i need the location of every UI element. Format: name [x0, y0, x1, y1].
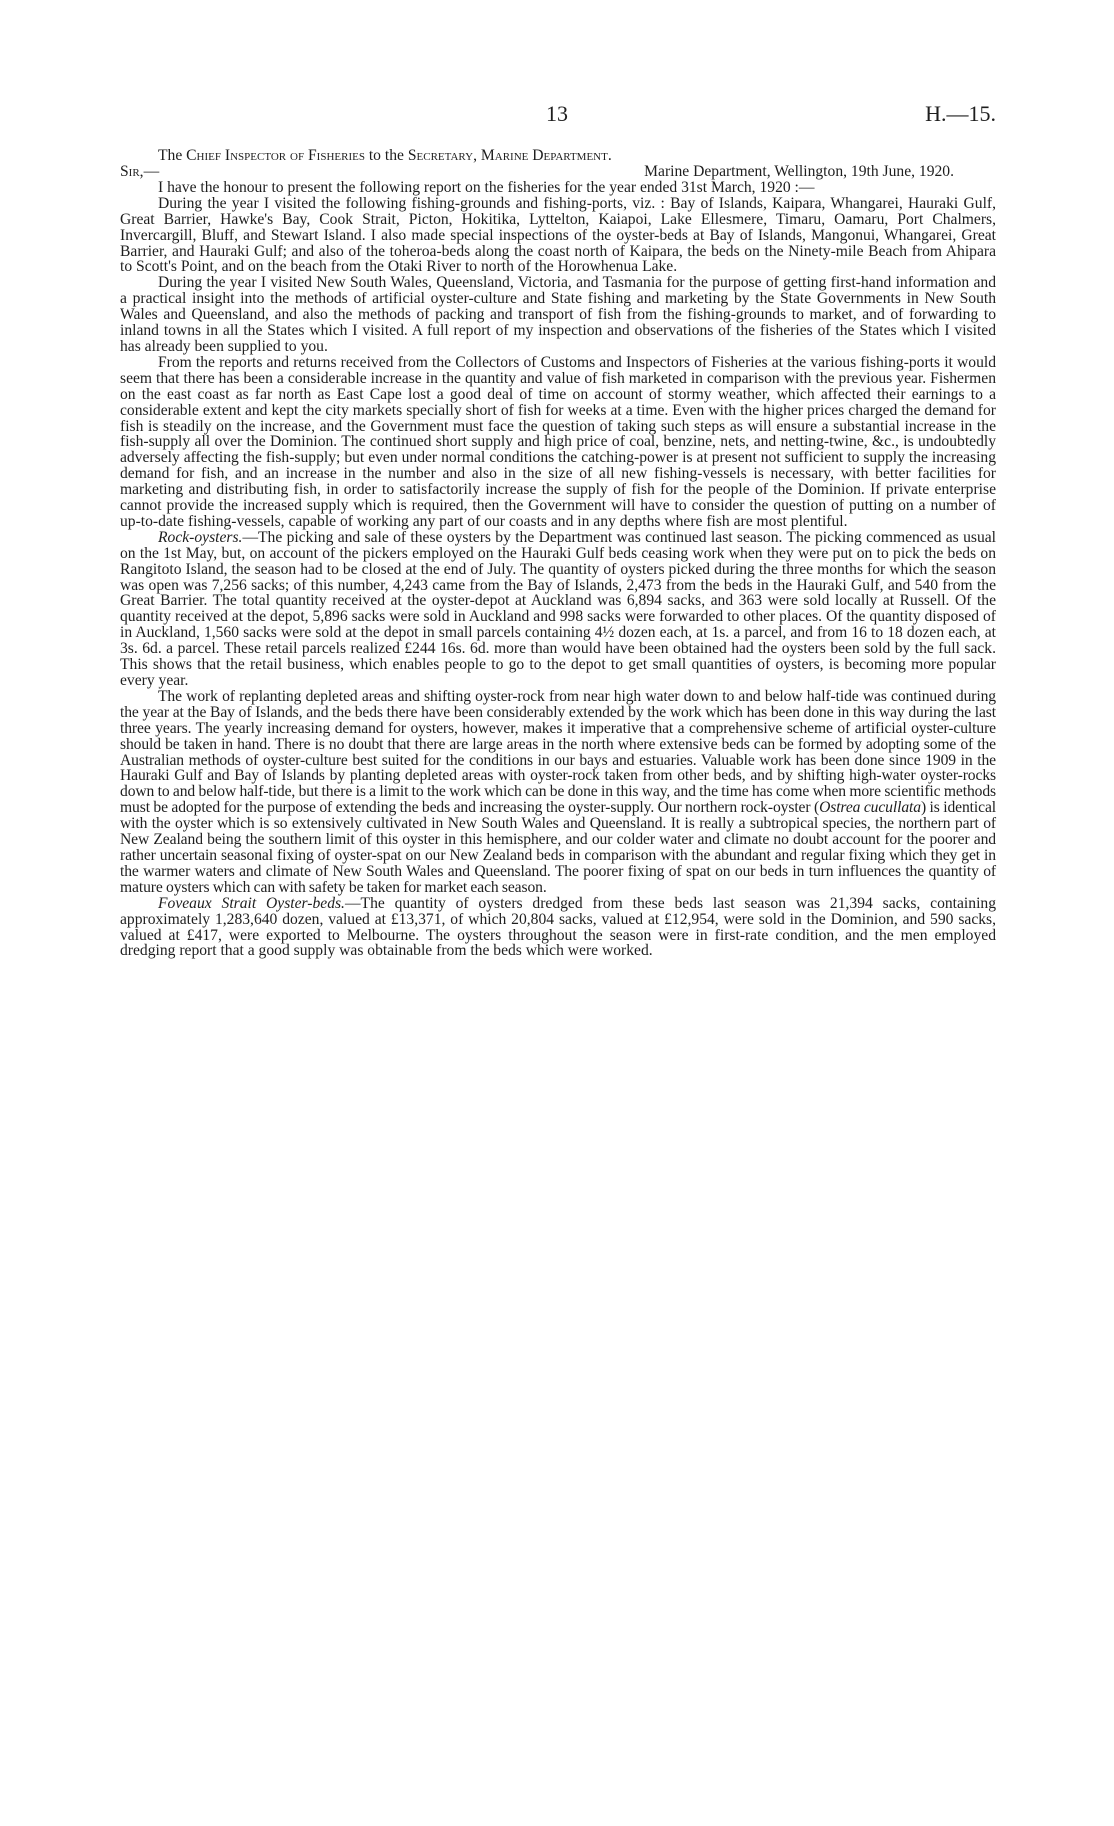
replanting-text: The work of replanting depleted areas and shifting oyster-rock from near high water down to and below half-tide was continued during the year at the Bay of Islands, and the beds there have been considerably extended by the work which has been done in this way during the last three years. The yearly increasing demand for oysters, however, makes it imperative that a comprehensive scheme of artificial oyster-culture should be taken in hand. There is no doubt that there are large areas in the north where extensive beds can be formed by adopting some of the Australian methods of oyster-culture best suited for the conditions in our bays and estuaries. Valuable work has been done since 1909 in the Hauraki Gulf and Bay of Islands by planting depleted areas with oyster-rock taken from other beds, and by shifting high-water oyster-rocks down to and below half-tide, but there is a limit to the work which can be done in this way, and the time has come when more scientific methods must be adopted for the purpose of extending the beds and increasing the oyster-supply. Our northern rock-oyster ( [120, 687, 996, 817]
rock-oysters-heading: Rock-oysters. [158, 528, 243, 546]
rock-oysters-text: —The picking and sale of these oysters by the Department was continued last season. The picking commenced as usual on the 1st May, but, on account of the pickers employed on the Hauraki Gulf beds ceasing work when they were put on to pick the beds on Rangitoto Island, the season had to be closed at the end of July. The quantity of oysters picked during the three months for which the season was open was 7,256 sacks; of this number, 4,243 came from the Bay of Islands, 2,473 from the beds in the Hauraki Gulf, and 540 from the Great Barrier. The total quantity received at the oyster-depot at Auckland was 6,894 sacks, and 363 were sold locally at Russell. Of the quantity received at the depot, 5,896 sacks were sold in Auckland and 998 sacks were forwarded to other places. Of the quantity disposed of in Auckland, 1,560 sacks were sold at the depot in small parcels containing 4½ dozen each, at 1s. a parcel, and from 16 to 18 dozen each, at 3s. 6d. a parcel. These retail parcels realized £244 16s. 6d. more than would have been obtained had the oysters been sold by the full sack. This shows that the retail business, which enables people to go to the depot to get small quantities of oysters, is becoming more popular every year. [120, 528, 996, 689]
foveaux-heading: Foveaux Strait Oyster-beds. [158, 894, 345, 912]
report-body [120, 148, 996, 959]
foveaux-text: —The quantity of oysters dredged from these beds last season was 21,394 sacks, containing approximately 1,283,640 dozen, valued at £13,371, of which 20,804 sacks, valued at £12,954, were sold in the Dominion, and 590 sacks, valued at £417, were exported to Melbourne. The oysters throughout the season were in first-rate condition, and the men employed dredging report that a good supply was obtainable from the beds which were worked. [120, 894, 996, 960]
paragraph-foveaux [120, 896, 996, 960]
heading-from: Chief Inspector of Fisheries [186, 147, 365, 164]
heading-prefix: The [158, 147, 187, 164]
paragraph-replanting [120, 689, 996, 896]
letter-heading [120, 148, 996, 164]
document-code: H.—15. [925, 101, 996, 126]
heading-to-word: to the [364, 147, 408, 164]
salutation-row [120, 164, 996, 180]
heading-to: Secretary, Marine Department. [407, 147, 612, 164]
paragraph-rock-oysters [120, 530, 996, 689]
paragraph-visits-australia: During the year I visited New South Wales, Queensland, Victoria, and Tasmania for the purpose of getting first-hand information and a practical insight into the methods of artificial oyster-culture and State fishing and marketing by the State Governments in New South Wales and Queensland, and also the methods of packing and transport of fish from the fishing-grounds to market, and of forwarding to inland towns in all the States which I visited. A full report of my inspection and observations of the fisheries of the States which I visited has already been supplied to you. [120, 274, 996, 355]
page-number: 13 [546, 101, 568, 126]
paragraph-visits-nz: During the year I visited the following fishing-grounds and fishing-ports, viz. : Bay of Islands, Kaipara, Whangarei, Hauraki Gulf, Great Barrier, Hawke's Bay, Cook Strait, Picton, Hokitika, Lyttelton, Kaiapoi, Lake Ellesmere, Timaru, Oamaru, Port Chalmers, Invercargill, Bluff, and Stewart Island. I also made special inspections of the oyster-beds at Bay of Islands, Mangonui, Whangarei, Great Barrier, and Hauraki Gulf; and also of the toheroa-beds along the coast north of Kaipara, the beds on the Ninety-mile Beach from Ahipara to Scott's Point, and on the beach from the Otaki River to north of the Horowhenua Lake. [120, 194, 996, 276]
paragraph-intro: I have the honour to present the following report on the fisheries for the year ended 31st March, 1920 :— [158, 178, 815, 196]
species-name: Ostrea cucullata [819, 799, 921, 817]
replanting-tail: ) is identical with the oyster which is so extensively cultivated in New South Wales and Queensland. It is really a subtropical species, the northern part of New Zealand being the southern limit of this oyster in this hemisphere, and our colder water and climate no doubt account for the poorer and rather uncertain seasonal fixing of oyster-spat on our New Zealand beds in comparison with the abundant and regular fixing which they get in the warmer waters and climate of New South Wales and Queensland. The poorer fixing of spat on our beds in turn influences the quantity of mature oysters which can with safety be taken for market each season. [120, 799, 997, 896]
salutation: Sir,— [120, 162, 160, 180]
place-date: Marine Department, Wellington, 19th June, 1920. [644, 162, 954, 180]
paragraph-fish-supply: From the reports and returns received from the Collectors of Customs and Inspectors of Fisheries at the various fishing-ports it would seem that there has been a considerable increase in the quantity and value of fish marketed in comparison with the previous year. Fishermen on the east coast as far north as East Cape lost a good deal of time on account of stormy weather, which affected their earnings to a considerable extent and kept the city markets specially short of fish for weeks at a time. Even with the higher prices charged the demand for fish is steadily on the increase, and the Government must face the question of taking such steps as will ensure a substantial increase in the fish-supply all over the Dominion. The continued short supply and high price of coal, benzine, nets, and netting-twine, &c., is undoubtedly adversely affecting the fish-supply; but even under normal conditions the catching-power is at present not sufficient to supply the increasing demand for fish, and an increase in the number and also in the size of all new fishing-vessels is necessary, with better facilities for marketing and distributing fish, in order to satisfactorily increase the supply of fish for the people of the Dominion. If private enterprise cannot provide the increased supply which is required, then the Government will have to consider the question of putting on a number of up-to-date fishing-vessels, capable of working any part of our coasts and in any depths where fish are most plentiful. [120, 353, 996, 530]
